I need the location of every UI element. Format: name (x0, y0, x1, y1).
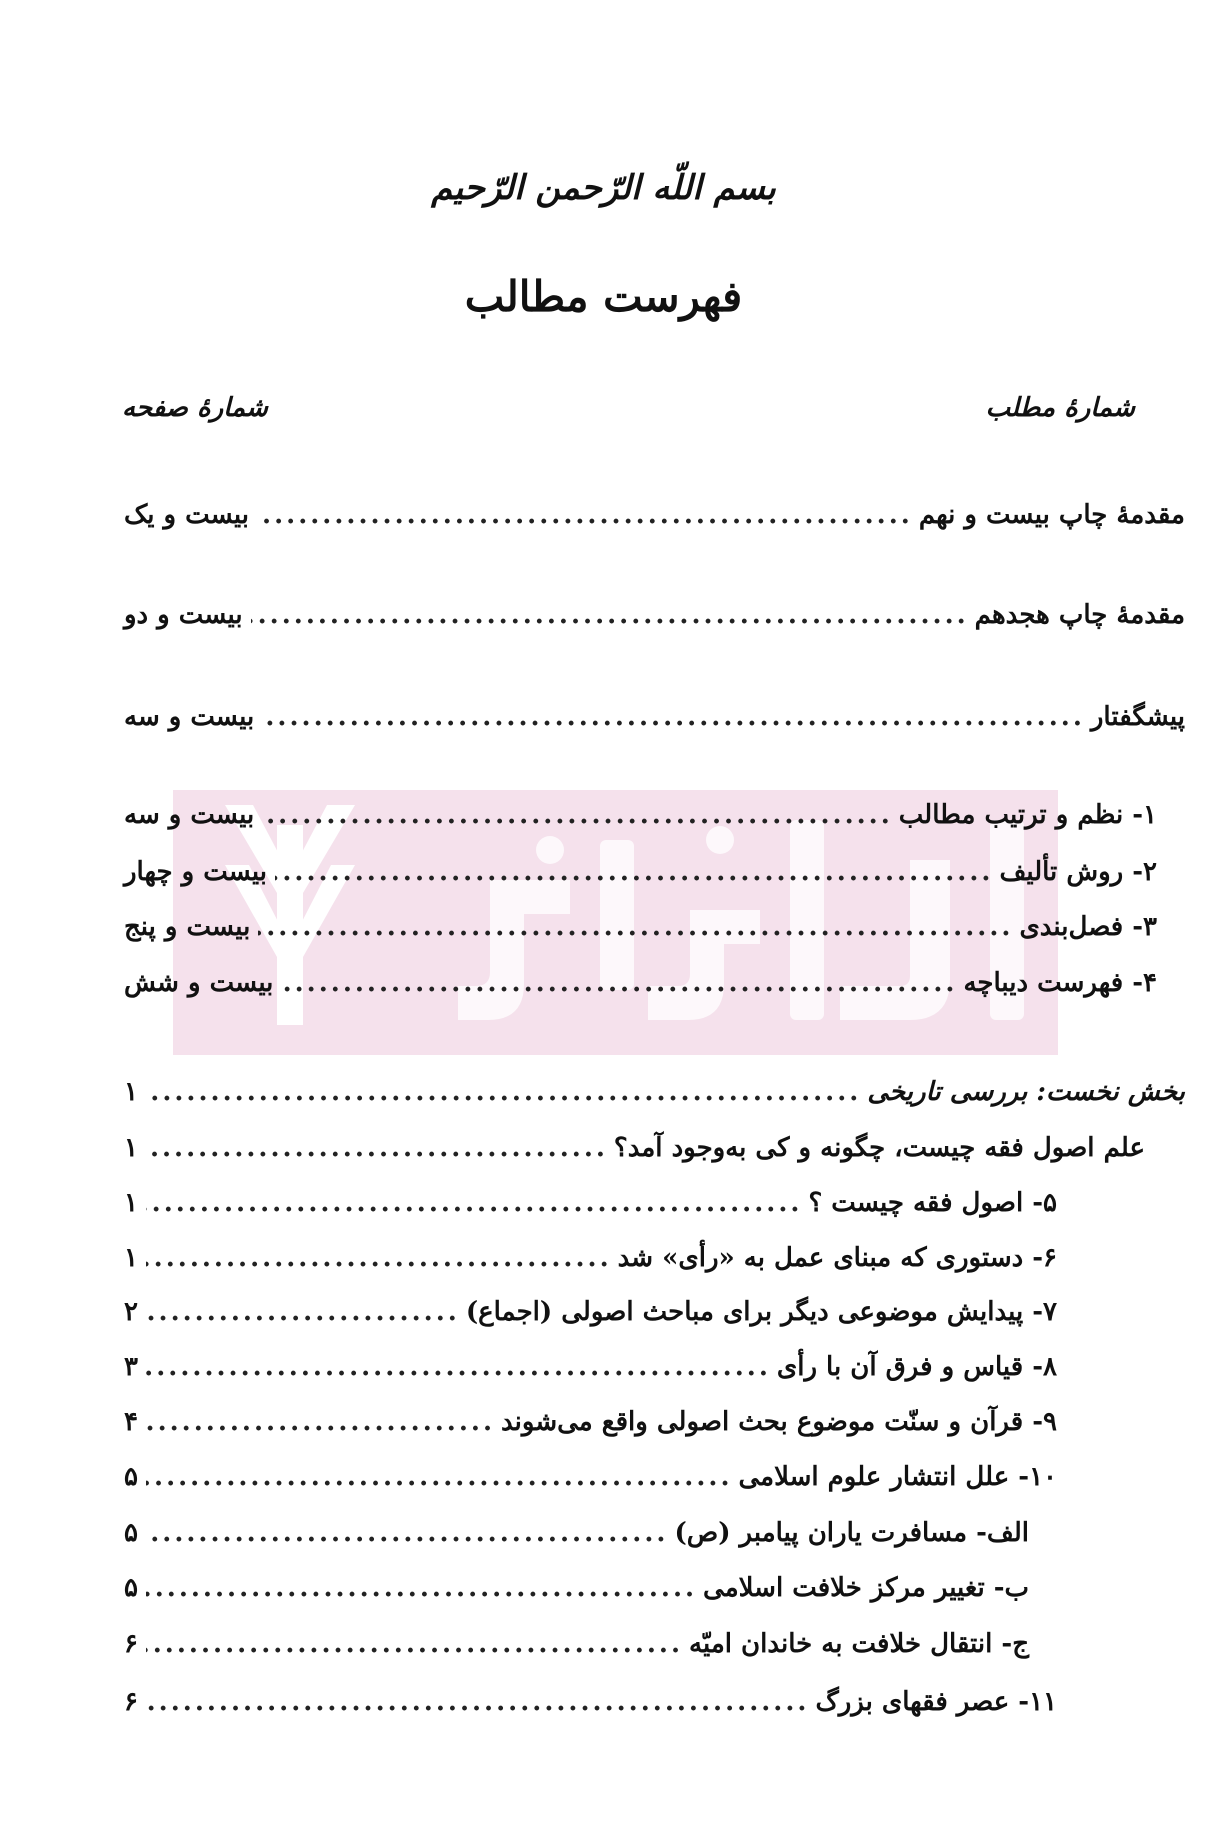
toc-entry (124, 968, 1157, 1008)
toc-entry-page: ۵ (124, 1573, 138, 1603)
toc-entry-page: ۵ (124, 1462, 138, 1492)
toc-entry-title: ۳- فصل‌بندی (1019, 912, 1157, 942)
toc-leader-dots (281, 968, 957, 998)
toc-entry-title: ۲- روش تألیف (999, 857, 1157, 887)
toc-entry-page: ۶ (124, 1629, 138, 1659)
toc-leader-dots (146, 1188, 802, 1218)
toc-entry-title: الف- مسافرت یاران پیامبر (ص) (674, 1518, 1029, 1548)
toc-subentry (124, 1573, 1029, 1613)
toc-leader-dots (262, 702, 1085, 732)
toc-entry-page: ۶ (124, 1687, 138, 1717)
toc-entry-page: بیست و سه (124, 800, 255, 830)
page-title: فهرست مطالب (464, 272, 743, 321)
toc-entry-page: بیست و پنج (124, 912, 251, 942)
toc-entry (124, 857, 1157, 897)
toc-entry-title: ۵- اصول فقه چیست ؟ (808, 1188, 1057, 1218)
toc-entry (124, 1352, 1057, 1392)
toc-leader-dots (258, 912, 1013, 942)
toc-entry (124, 1297, 1057, 1337)
column-header-topic: شمارهٔ مطلب (985, 393, 1135, 423)
toc-entry-page: بیست و سه (124, 702, 255, 732)
toc-entry (124, 500, 1185, 540)
toc-entry (124, 1407, 1057, 1447)
toc-entry-page: بیست و چهار (124, 857, 267, 887)
toc-entry (124, 600, 1185, 640)
toc-leader-dots (146, 1133, 608, 1163)
toc-leader-dots (146, 1297, 460, 1327)
toc-leader-dots (146, 1518, 668, 1548)
toc-entry-title: ۷- پیدایش موضوعی دیگر برای مباحث اصولی (اجماع) (465, 1297, 1057, 1327)
toc-entry-title: پیشگفتار (1090, 702, 1185, 732)
toc-entry-page: ۱ (124, 1243, 138, 1273)
toc-entry-title: بخش نخست: بررسی تاریخی (867, 1077, 1185, 1107)
basmala-heading: بسم اللّه الرّحمن الرّحیم (431, 168, 776, 208)
toc-entry-title: ۱- نظم و ترتیب مطالب (898, 800, 1157, 830)
toc-leader-dots (275, 857, 993, 887)
toc-entry-page: ۲ (124, 1297, 138, 1327)
toc-leader-dots (146, 1352, 771, 1382)
toc-leader-dots (146, 1629, 683, 1659)
toc-entry (124, 800, 1157, 840)
toc-entry-page: ۵ (124, 1518, 138, 1548)
toc-entry-page: ۱ (124, 1188, 138, 1218)
toc-entry (124, 1243, 1057, 1283)
toc-entry-title: ۶- دستوری که مبنای عمل به «رأی» شد (617, 1243, 1057, 1273)
toc-leader-dots (146, 1573, 697, 1603)
toc-entry-title: مقدمهٔ چاپ بیست و نهم (918, 500, 1185, 530)
toc-entry (124, 912, 1157, 952)
toc-entry (124, 1133, 1145, 1173)
toc-entry (124, 1462, 1057, 1502)
toc-entry-title: ۱۱- عصر فقهای بزرگ (815, 1687, 1057, 1717)
toc-leader-dots (146, 1687, 809, 1717)
toc-part-heading (124, 1077, 1185, 1117)
toc-entry-title: ۴- فهرست دیباچه (963, 968, 1157, 998)
toc-entry-title: ۱۰- علل انتشار علوم اسلامی (738, 1462, 1057, 1492)
toc-leader-dots (262, 800, 893, 830)
toc-entry-title: ج- انتقال خلافت به خاندان امیّه (689, 1629, 1029, 1659)
toc-entry (124, 1687, 1057, 1727)
toc-entry-page: بیست و یک (124, 500, 249, 530)
toc-entry-page: ۳ (124, 1352, 138, 1382)
toc-leader-dots (146, 1077, 861, 1107)
toc-entry-page: ۴ (124, 1407, 138, 1437)
toc-entry-title: ۹- قرآن و سنّت موضوع بحث اصولی واقع می‌شوند (501, 1407, 1057, 1437)
toc-entry-page: بیست و شش (124, 968, 274, 998)
toc-leader-dots (146, 1462, 733, 1492)
toc-entry-title: علم اصول فقه چیست، چگونه و کی به‌وجود آمد؟ (613, 1133, 1145, 1163)
column-header-page: شمارهٔ صفحه (122, 393, 268, 423)
toc-subentry (124, 1518, 1029, 1558)
toc-leader-dots (251, 600, 969, 630)
toc-entry-title: مقدمهٔ چاپ هجدهم (974, 600, 1185, 630)
toc-leader-dots (146, 1243, 612, 1273)
toc-entry-title: ب- تغییر مرکز خلافت اسلامی (703, 1573, 1029, 1603)
toc-entry (124, 1188, 1057, 1228)
toc-subentry (124, 1629, 1029, 1669)
toc-entry (124, 702, 1185, 742)
toc-leader-dots (257, 500, 913, 530)
toc-entry-title: ۸- قیاس و فرق آن با رأی (776, 1352, 1057, 1382)
toc-leader-dots (146, 1407, 495, 1437)
toc-entry-page: بیست و دو (124, 600, 243, 630)
toc-entry-page: ۱ (124, 1077, 138, 1107)
toc-entry-page: ۱ (124, 1133, 138, 1163)
